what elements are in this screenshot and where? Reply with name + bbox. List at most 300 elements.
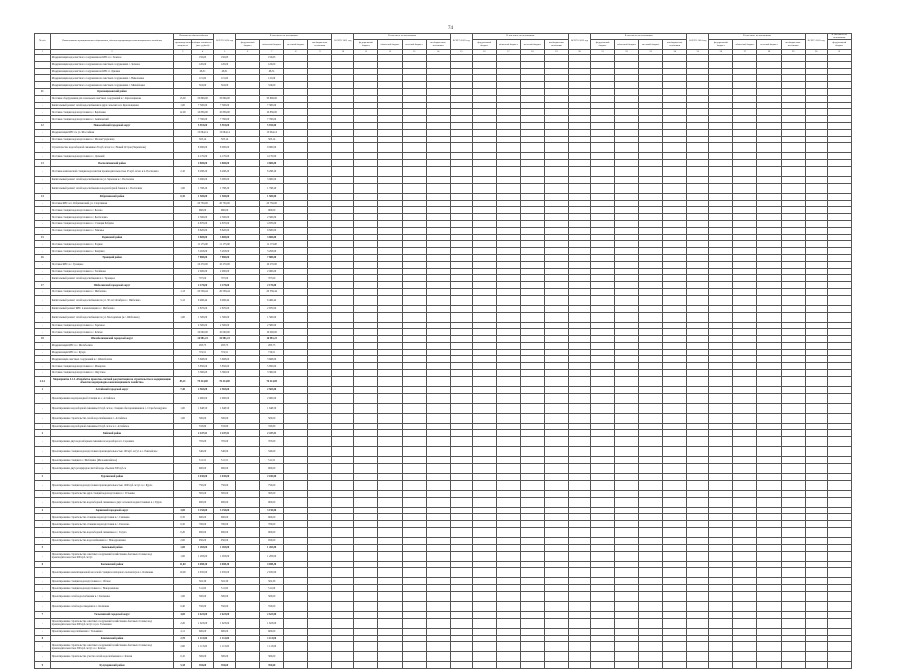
row-empty-cell bbox=[639, 288, 663, 295]
column-number: 6 bbox=[236, 50, 260, 55]
row-empty-cell bbox=[687, 457, 709, 464]
row-empty-cell bbox=[805, 628, 827, 635]
row-empty-cell bbox=[332, 82, 354, 89]
row-empty-cell bbox=[639, 312, 663, 322]
row-empty-cell bbox=[639, 568, 663, 578]
row-empty-cell bbox=[757, 430, 781, 437]
row-cost: 7 880,00 bbox=[192, 254, 214, 261]
row-name: Проектирование строительства водоснабжения в с. Новодраченино bbox=[50, 538, 174, 545]
row-empty-cell bbox=[472, 652, 496, 662]
row-cost: 8 000,00 bbox=[192, 143, 214, 153]
row-empty-cell bbox=[402, 61, 426, 68]
row-empty-cell bbox=[687, 507, 709, 514]
row-empty-cell bbox=[426, 403, 450, 413]
row-empty-cell bbox=[663, 322, 687, 329]
row-total-2020: 395,00 bbox=[214, 490, 236, 497]
row-empty-cell bbox=[544, 376, 568, 386]
row-empty-cell bbox=[615, 166, 639, 176]
row-federal bbox=[236, 349, 260, 356]
row-empty-cell bbox=[757, 143, 781, 153]
row-empty-cell bbox=[426, 61, 450, 68]
row-empty-cell bbox=[544, 628, 568, 635]
row-empty-cell bbox=[805, 207, 827, 214]
row-empty-cell bbox=[520, 349, 544, 356]
row-empty-cell bbox=[781, 166, 805, 176]
row-regional: 707,00 bbox=[260, 275, 284, 282]
row-empty-cell bbox=[308, 241, 332, 248]
row-cost: 3 360,00 bbox=[192, 370, 214, 377]
row-empty-cell bbox=[332, 116, 354, 123]
row-empty-cell bbox=[284, 129, 308, 136]
row-empty-cell bbox=[354, 521, 378, 528]
row-name: Капитальный ремонт сетей водоснабжения по ул. Заречная в с. Поспелиха bbox=[50, 176, 174, 183]
row-empty-cell bbox=[663, 248, 687, 255]
row-empty-cell bbox=[591, 592, 615, 602]
table-row bbox=[35, 207, 852, 214]
row-federal bbox=[236, 602, 260, 612]
row-empty-cell bbox=[450, 349, 472, 356]
row-empty-cell bbox=[569, 153, 591, 160]
row-empty-cell bbox=[520, 166, 544, 176]
row-empty-cell bbox=[496, 220, 520, 227]
row-regional: 2 635,00 bbox=[260, 568, 284, 578]
row-empty-cell bbox=[709, 129, 733, 136]
table-row bbox=[35, 176, 852, 183]
row-empty-cell bbox=[569, 652, 591, 662]
row-empty-cell bbox=[284, 551, 308, 561]
row-empty-cell bbox=[591, 514, 615, 521]
row-capacity bbox=[174, 497, 192, 507]
table-row bbox=[35, 220, 852, 227]
row-empty-cell bbox=[308, 652, 332, 662]
row-empty-cell bbox=[284, 227, 308, 234]
row-empty-cell bbox=[308, 561, 332, 568]
row-empty-cell bbox=[426, 497, 450, 507]
row-empty-cell bbox=[805, 136, 827, 143]
row-empty-cell bbox=[450, 578, 472, 585]
row-number: - bbox=[35, 166, 51, 176]
row-empty-cell bbox=[805, 153, 827, 160]
row-name: Проектирование строительства станции водоподготовки в с. Смазнево bbox=[50, 514, 174, 521]
row-empty-cell bbox=[805, 329, 827, 336]
row-number: - bbox=[35, 538, 51, 545]
row-empty-cell bbox=[402, 423, 426, 430]
row-empty-cell bbox=[402, 336, 426, 343]
row-capacity: 1,00 bbox=[174, 312, 192, 322]
row-name: Поставка КНС в п. Ребрихинский, ул. Спортивная bbox=[50, 200, 174, 207]
row-empty-cell bbox=[639, 129, 663, 136]
row-federal bbox=[236, 227, 260, 234]
row-regional: 2 300,00 bbox=[260, 322, 284, 329]
row-cost: 3 293,00 bbox=[192, 248, 214, 255]
table-row bbox=[35, 528, 852, 538]
row-empty-cell bbox=[639, 109, 663, 116]
row-empty-cell bbox=[426, 214, 450, 221]
row-empty-cell bbox=[663, 160, 687, 167]
row-name: Капитальный ремонт сетей водоснабжения и водозаборной башни в с. Поспелиха bbox=[50, 183, 174, 193]
row-empty-cell bbox=[332, 68, 354, 75]
row-empty-cell bbox=[496, 153, 520, 160]
row-empty-cell bbox=[354, 490, 378, 497]
row-empty-cell bbox=[308, 635, 332, 642]
row-empty-cell bbox=[569, 635, 591, 642]
table-row bbox=[35, 457, 852, 464]
row-empty-cell bbox=[450, 497, 472, 507]
header-src-federal: федеральный бюджет bbox=[472, 40, 496, 50]
row-empty-cell bbox=[426, 521, 450, 528]
row-regional: 316,00 bbox=[260, 82, 284, 89]
row-empty-cell bbox=[757, 507, 781, 514]
row-empty-cell bbox=[569, 129, 591, 136]
row-empty-cell bbox=[308, 95, 332, 102]
row-empty-cell bbox=[450, 538, 472, 545]
row-capacity: 0,35 bbox=[174, 514, 192, 521]
header-sources-2021: В том числе по источникам bbox=[354, 34, 450, 40]
row-empty-cell bbox=[450, 618, 472, 628]
row-empty-cell bbox=[733, 521, 757, 528]
row-capacity bbox=[174, 342, 192, 349]
row-empty-cell bbox=[544, 61, 568, 68]
row-empty-cell bbox=[520, 116, 544, 123]
row-total-2020: 2 900,00 bbox=[214, 393, 236, 403]
row-empty-cell bbox=[615, 329, 639, 336]
row-empty-cell bbox=[827, 254, 851, 261]
row-empty-cell bbox=[472, 447, 496, 457]
row-empty-cell bbox=[426, 386, 450, 393]
row-name: Поставка станции водоподготовки в с. Ключи bbox=[50, 329, 174, 336]
row-empty-cell bbox=[332, 561, 354, 568]
row-empty-cell bbox=[687, 75, 709, 82]
row-empty-cell bbox=[426, 376, 450, 386]
row-empty-cell bbox=[639, 166, 663, 176]
row-empty-cell bbox=[687, 102, 709, 109]
row-empty-cell bbox=[378, 618, 402, 628]
column-number: 31 bbox=[827, 50, 851, 55]
row-cost: 120,00 bbox=[192, 61, 214, 68]
row-federal bbox=[236, 497, 260, 507]
row-capacity bbox=[174, 480, 192, 490]
row-empty-cell bbox=[687, 423, 709, 430]
row-empty-cell bbox=[284, 75, 308, 82]
row-regional: 150,63 bbox=[260, 55, 284, 62]
row-empty-cell bbox=[663, 136, 687, 143]
row-regional: 1 113,00 bbox=[260, 642, 284, 652]
row-empty-cell bbox=[639, 227, 663, 234]
row-empty-cell bbox=[426, 585, 450, 592]
row-empty-cell bbox=[332, 528, 354, 538]
row-name: Проектирование двух резервуаров чистой воды объемом 500 куб. м bbox=[50, 464, 174, 474]
row-empty-cell bbox=[639, 200, 663, 207]
row-empty-cell bbox=[450, 363, 472, 370]
row-empty-cell bbox=[805, 602, 827, 612]
row-empty-cell bbox=[354, 88, 378, 95]
row-empty-cell bbox=[827, 507, 851, 514]
row-empty-cell bbox=[544, 305, 568, 312]
row-empty-cell bbox=[733, 507, 757, 514]
row-empty-cell bbox=[757, 227, 781, 234]
row-empty-cell bbox=[402, 578, 426, 585]
row-empty-cell bbox=[520, 193, 544, 200]
row-empty-cell bbox=[805, 551, 827, 561]
row-empty-cell bbox=[615, 254, 639, 261]
row-empty-cell bbox=[733, 166, 757, 176]
row-empty-cell bbox=[520, 61, 544, 68]
row-empty-cell bbox=[378, 322, 402, 329]
row-empty-cell bbox=[615, 248, 639, 255]
row-number: - bbox=[35, 521, 51, 528]
row-empty-cell bbox=[733, 75, 757, 82]
row-empty-cell bbox=[805, 282, 827, 289]
row-empty-cell bbox=[687, 220, 709, 227]
row-empty-cell bbox=[709, 457, 733, 464]
row-empty-cell bbox=[827, 220, 851, 227]
row-empty-cell bbox=[827, 538, 851, 545]
row-regional: 2 870,00 bbox=[260, 305, 284, 312]
row-empty-cell bbox=[450, 336, 472, 343]
row-empty-cell bbox=[781, 143, 805, 153]
row-empty-cell bbox=[663, 349, 687, 356]
row-empty-cell bbox=[450, 248, 472, 255]
row-empty-cell bbox=[639, 514, 663, 521]
header-src-federal: федеральный бюджет bbox=[709, 40, 733, 50]
row-empty-cell bbox=[544, 551, 568, 561]
column-number: 2 bbox=[50, 50, 174, 55]
row-empty-cell bbox=[496, 497, 520, 507]
row-empty-cell bbox=[709, 227, 733, 234]
row-empty-cell bbox=[781, 430, 805, 437]
row-empty-cell bbox=[757, 305, 781, 312]
row-empty-cell bbox=[827, 193, 851, 200]
row-empty-cell bbox=[402, 109, 426, 116]
row-empty-cell bbox=[591, 423, 615, 430]
row-empty-cell bbox=[354, 248, 378, 255]
row-empty-cell bbox=[284, 183, 308, 193]
row-empty-cell bbox=[591, 160, 615, 167]
row-empty-cell bbox=[757, 136, 781, 143]
row-empty-cell bbox=[569, 507, 591, 514]
table-row bbox=[35, 578, 852, 585]
row-empty-cell bbox=[805, 95, 827, 102]
row-empty-cell bbox=[569, 544, 591, 551]
row-empty-cell bbox=[687, 490, 709, 497]
row-empty-cell bbox=[378, 200, 402, 207]
row-empty-cell bbox=[402, 528, 426, 538]
row-empty-cell bbox=[569, 268, 591, 275]
row-regional: 2 447,51 bbox=[260, 430, 284, 437]
row-empty-cell bbox=[591, 507, 615, 514]
row-empty-cell bbox=[472, 214, 496, 221]
row-name: Проектирование водопроводной станции на с. Алтайское bbox=[50, 393, 174, 403]
row-number: - bbox=[35, 312, 51, 322]
row-empty-cell bbox=[591, 528, 615, 538]
row-cost: 316,00 bbox=[192, 82, 214, 89]
investment-program-table bbox=[34, 33, 852, 669]
row-number: - bbox=[35, 393, 51, 403]
row-empty-cell bbox=[496, 578, 520, 585]
row-empty-cell bbox=[284, 464, 308, 474]
row-regional: 600,00 bbox=[260, 628, 284, 635]
row-empty-cell bbox=[805, 336, 827, 343]
row-empty-cell bbox=[378, 220, 402, 227]
row-empty-cell bbox=[472, 241, 496, 248]
row-empty-cell bbox=[284, 336, 308, 343]
row-empty-cell bbox=[757, 200, 781, 207]
row-empty-cell bbox=[591, 393, 615, 403]
row-capacity: 2,11 bbox=[174, 628, 192, 635]
table-row bbox=[35, 349, 852, 356]
row-cost: 600,00 bbox=[192, 464, 214, 474]
row-capacity bbox=[174, 160, 192, 167]
header-total-2021: ВСЕГО 2021 год bbox=[332, 34, 354, 50]
row-empty-cell bbox=[308, 234, 332, 241]
row-capacity bbox=[174, 349, 192, 356]
row-empty-cell bbox=[308, 628, 332, 635]
row-regional: 719,51 bbox=[260, 349, 284, 356]
row-empty-cell bbox=[757, 457, 781, 464]
row-empty-cell bbox=[591, 356, 615, 363]
row-empty-cell bbox=[591, 652, 615, 662]
header-src-local: местный бюджет bbox=[639, 40, 663, 50]
row-empty-cell bbox=[496, 480, 520, 490]
row-empty-cell bbox=[544, 612, 568, 619]
row-empty-cell bbox=[733, 116, 757, 123]
row-empty-cell bbox=[639, 457, 663, 464]
row-capacity bbox=[174, 457, 192, 464]
row-empty-cell bbox=[709, 214, 733, 221]
row-cost: 20 730,00 bbox=[192, 200, 214, 207]
table-row bbox=[35, 193, 852, 200]
table-row bbox=[35, 227, 852, 234]
row-empty-cell bbox=[472, 166, 496, 176]
row-empty-cell bbox=[615, 241, 639, 248]
row-empty-cell bbox=[378, 82, 402, 89]
row-empty-cell bbox=[639, 234, 663, 241]
row-empty-cell bbox=[544, 282, 568, 289]
row-empty-cell bbox=[332, 349, 354, 356]
row-empty-cell bbox=[544, 200, 568, 207]
row-empty-cell bbox=[354, 618, 378, 628]
row-empty-cell bbox=[426, 268, 450, 275]
row-empty-cell bbox=[496, 635, 520, 642]
row-empty-cell bbox=[308, 193, 332, 200]
row-empty-cell bbox=[709, 363, 733, 370]
row-empty-cell bbox=[591, 241, 615, 248]
row-empty-cell bbox=[332, 464, 354, 474]
row-empty-cell bbox=[426, 370, 450, 377]
row-empty-cell bbox=[544, 312, 568, 322]
row-empty-cell bbox=[496, 193, 520, 200]
row-federal bbox=[236, 447, 260, 457]
row-empty-cell bbox=[663, 507, 687, 514]
row-empty-cell bbox=[354, 464, 378, 474]
row-empty-cell bbox=[663, 193, 687, 200]
row-empty-cell bbox=[781, 413, 805, 423]
row-empty-cell bbox=[308, 403, 332, 413]
row-cost: 500,00 bbox=[192, 413, 214, 423]
row-empty-cell bbox=[472, 275, 496, 282]
row-empty-cell bbox=[805, 528, 827, 538]
row-empty-cell bbox=[639, 635, 663, 642]
row-empty-cell bbox=[496, 329, 520, 336]
row-capacity bbox=[174, 254, 192, 261]
row-empty-cell bbox=[284, 447, 308, 457]
row-total-2020: 1 500,00 bbox=[214, 193, 236, 200]
row-number: - bbox=[35, 214, 51, 221]
row-empty-cell bbox=[639, 642, 663, 652]
row-empty-cell bbox=[687, 635, 709, 642]
row-empty-cell bbox=[757, 234, 781, 241]
row-empty-cell bbox=[569, 363, 591, 370]
row-empty-cell bbox=[496, 602, 520, 612]
row-empty-cell bbox=[827, 474, 851, 481]
row-empty-cell bbox=[496, 447, 520, 457]
row-empty-cell bbox=[496, 241, 520, 248]
header-sources-2022: В том числе по источникам bbox=[472, 34, 568, 40]
row-empty-cell bbox=[520, 618, 544, 628]
row-empty-cell bbox=[733, 635, 757, 642]
row-empty-cell bbox=[663, 116, 687, 123]
row-empty-cell bbox=[354, 129, 378, 136]
row-empty-cell bbox=[378, 55, 402, 62]
row-total-2020: 8 820,00 bbox=[214, 227, 236, 234]
row-empty-cell bbox=[709, 386, 733, 393]
row-empty-cell bbox=[781, 578, 805, 585]
row-empty-cell bbox=[472, 356, 496, 363]
row-empty-cell bbox=[284, 116, 308, 123]
row-empty-cell bbox=[569, 312, 591, 322]
row-capacity: 2,00 bbox=[174, 538, 192, 545]
row-empty-cell bbox=[639, 490, 663, 497]
row-empty-cell bbox=[663, 312, 687, 322]
row-empty-cell bbox=[496, 102, 520, 109]
row-empty-cell bbox=[781, 288, 805, 295]
row-regional: 500,00 bbox=[260, 592, 284, 602]
header-total-2022: ВСЕГО 2022 год bbox=[450, 34, 472, 50]
row-empty-cell bbox=[663, 370, 687, 377]
row-empty-cell bbox=[354, 497, 378, 507]
row-empty-cell bbox=[827, 305, 851, 312]
row-capacity: 10,00 bbox=[174, 568, 192, 578]
row-empty-cell bbox=[733, 109, 757, 116]
row-empty-cell bbox=[757, 102, 781, 109]
row-empty-cell bbox=[402, 176, 426, 183]
row-empty-cell bbox=[805, 160, 827, 167]
row-name: Проектирование строительства очистных сооружений хозяйственно-бытовых сточных вод производительностью 300 куб. м/сут. в с. Ключи bbox=[50, 642, 174, 652]
row-regional: 900,00 bbox=[260, 497, 284, 507]
row-empty-cell bbox=[781, 618, 805, 628]
row-number: 8 bbox=[35, 635, 51, 642]
row-empty-cell bbox=[805, 82, 827, 89]
row-empty-cell bbox=[757, 538, 781, 545]
row-empty-cell bbox=[426, 234, 450, 241]
row-empty-cell bbox=[472, 592, 496, 602]
row-empty-cell bbox=[569, 662, 591, 669]
row-empty-cell bbox=[378, 329, 402, 336]
row-name: Модернизация водоочистного сооружения на КНС в с. Зеленое bbox=[50, 55, 174, 62]
row-empty-cell bbox=[520, 241, 544, 248]
row-empty-cell bbox=[591, 618, 615, 628]
row-empty-cell bbox=[426, 55, 450, 62]
row-name: Модернизация водоочистного сооружения на КНС п. Луковка bbox=[50, 68, 174, 75]
row-regional: 13 064,14 bbox=[260, 129, 284, 136]
row-empty-cell bbox=[733, 578, 757, 585]
row-empty-cell bbox=[544, 602, 568, 612]
row-empty-cell bbox=[709, 183, 733, 193]
row-empty-cell bbox=[709, 200, 733, 207]
row-empty-cell bbox=[639, 521, 663, 528]
row-number: 13 bbox=[35, 160, 51, 167]
row-empty-cell bbox=[402, 275, 426, 282]
